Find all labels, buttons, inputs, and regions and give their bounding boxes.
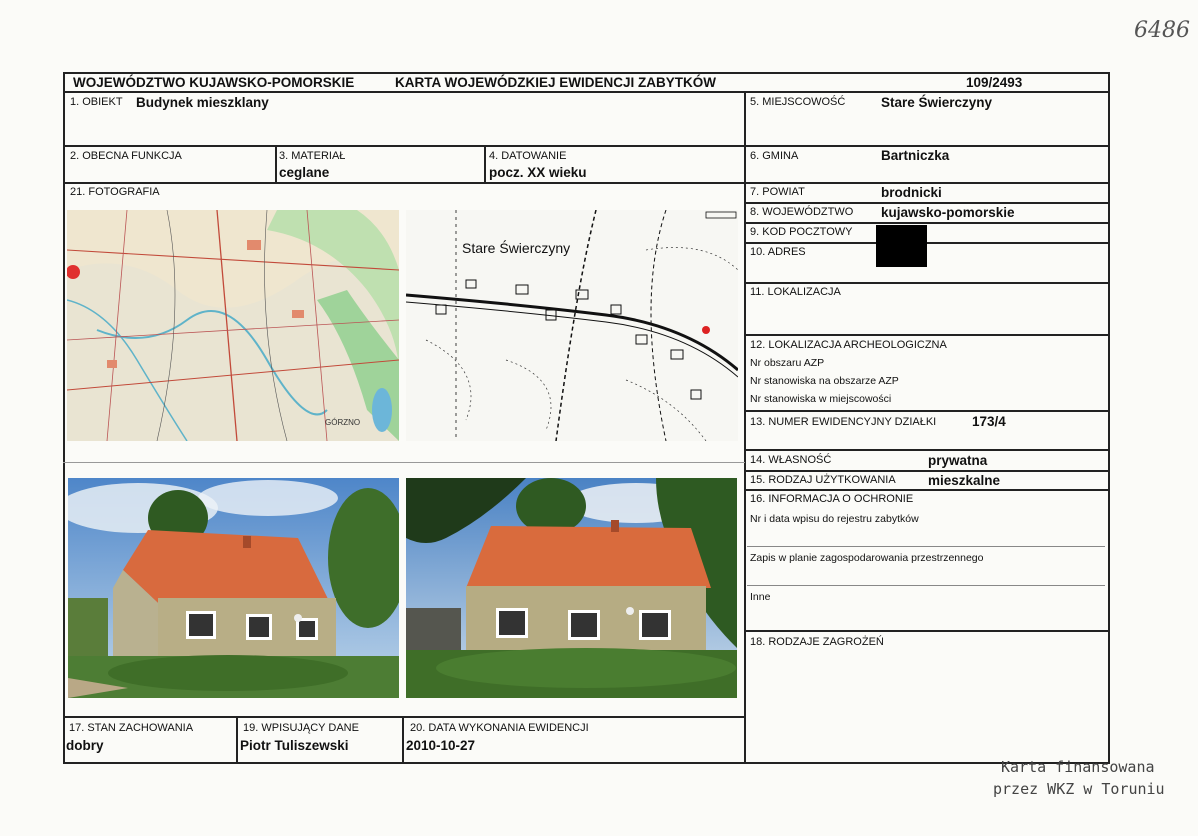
wlasnosc-value: prywatna [928, 453, 988, 468]
wojewodztwo-value: kujawsko-pomorskie [881, 205, 1015, 220]
overview-map [67, 210, 399, 441]
kod-pocztowy-label: 9. KOD POCZTOWY [750, 226, 853, 238]
miejscowosc-label: 5. MIEJSCOWOŚĆ [750, 96, 846, 108]
stamp-line-1: Karta finansowana [1001, 758, 1155, 776]
datowanie-value: pocz. XX wieku [489, 165, 587, 180]
card-title: KARTA WOJEWÓDZKIEJ EWIDENCJI ZABYTKÓW [395, 75, 716, 90]
dzialka-label: 13. NUMER EWIDENCYJNY DZIAŁKI [750, 416, 937, 428]
lokalizacja-label: 11. LOKALIZACJA [750, 286, 841, 298]
stan-label: 17. STAN ZACHOWANIA [69, 722, 194, 734]
wpisujacy-value: Piotr Tuliszewski [240, 738, 349, 753]
wojewodztwo-label: 8. WOJEWÓDZTWO [750, 206, 854, 218]
rodzaj-label: 15. RODZAJ UŻYTKOWANIA [750, 474, 896, 486]
fotografia-label: 21. FOTOGRAFIA [70, 186, 160, 198]
data-value: 2010-10-27 [406, 738, 476, 753]
gorzno-label: GÓRZNO [325, 418, 361, 427]
stan-azp-label: Nr stanowiska na obszarze AZP [750, 375, 899, 387]
inne-label: Inne [750, 591, 771, 603]
stamp-line-2: przez WKZ w Toruniu [993, 780, 1165, 798]
lok-arch-label: 12. LOKALIZACJA ARCHEOLOGICZNA [750, 339, 947, 351]
zagrozenia-label: 18. RODZAJE ZAGROŻEŃ [750, 636, 884, 648]
funkcja-label: 2. OBECNA FUNKCJA [70, 150, 182, 162]
ochrona-label: 16. INFORMACJA O OCHRONIE [750, 493, 914, 505]
village-map-label: Stare Świerczyny [462, 240, 571, 256]
datowanie-label: 4. DATOWANIE [489, 150, 567, 162]
obiekt-value: Budynek mieszklany [136, 95, 269, 110]
house-photo-1 [68, 478, 399, 698]
adres-label: 10. ADRES [750, 246, 806, 258]
azp-label: Nr obszaru AZP [750, 357, 825, 369]
powiat-label: 7. POWIAT [750, 186, 805, 198]
stan-miejsc-label: Nr stanowiska w miejscowości [750, 393, 892, 405]
dzialka-value: 173/4 [972, 414, 1006, 429]
miejscowosc-value: Stare Świerczyny [881, 95, 993, 110]
handwritten-number: 6486 [1134, 18, 1190, 43]
obiekt-label: 1. OBIEKT [70, 96, 123, 108]
card-number: 109/2493 [966, 75, 1023, 90]
wlasnosc-label: 14. WŁASNOŚĆ [750, 454, 832, 466]
material-label: 3. MATERIAŁ [279, 150, 346, 162]
powiat-value: brodnicki [881, 185, 942, 200]
gmina-label: 6. GMINA [750, 150, 799, 162]
wpisujacy-label: 19. WPISUJĄCY DANE [243, 722, 359, 734]
region-title: WOJEWÓDZTWO KUJAWSKO-POMORSKIE [73, 75, 355, 90]
house-photo-2 [406, 478, 737, 698]
rejestr-label: Nr i data wpisu do rejestru zabytków [750, 513, 919, 525]
detail-map [406, 210, 738, 441]
data-label: 20. DATA WYKONANIA EWIDENCJI [410, 722, 589, 734]
gmina-value: Bartniczka [881, 148, 950, 163]
plan-label: Zapis w planie zagospodarowania przestrzennego [750, 552, 984, 564]
material-value: ceglane [279, 165, 330, 180]
stan-value: dobry [66, 738, 104, 753]
redaction-box [876, 225, 927, 267]
rodzaj-value: mieszkalne [928, 473, 1001, 488]
